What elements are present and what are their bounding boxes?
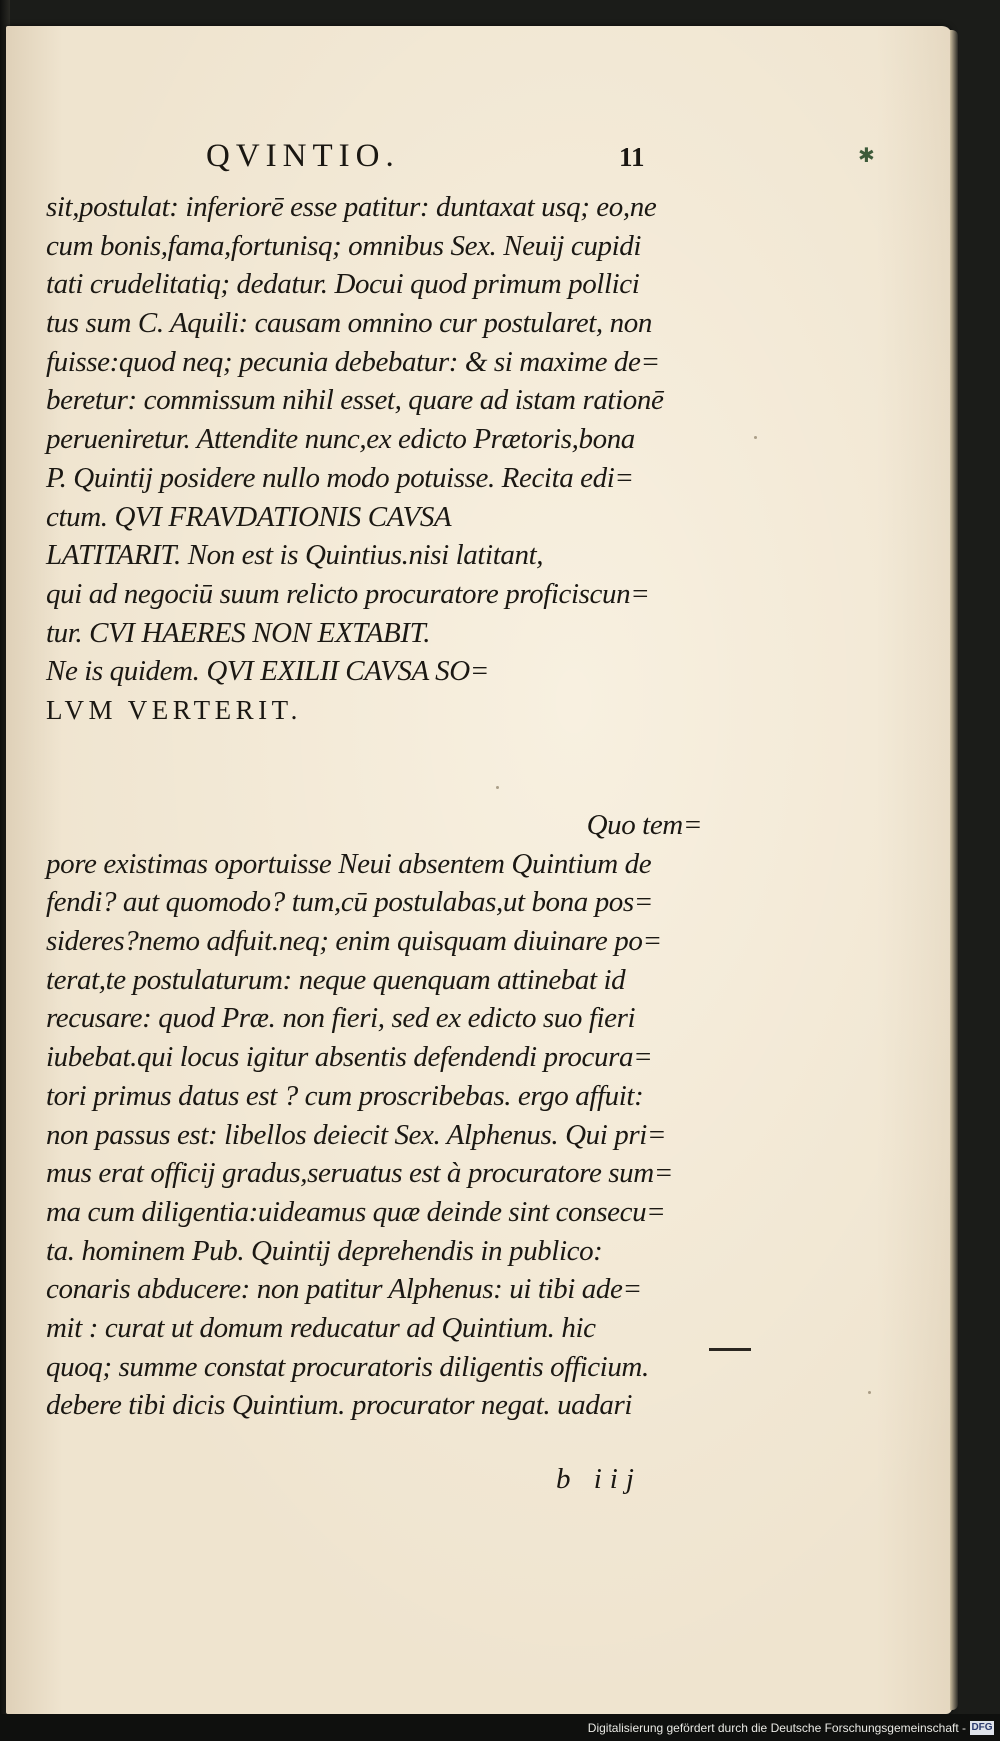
page-edge <box>950 30 958 1710</box>
paper-speck <box>868 1391 871 1394</box>
text-line: P. Quintij posidere nullo modo potuisse. Recita edi= <box>46 461 634 494</box>
text-line: sideres?nemo adfuit.neq; enim quisquam diuinare po= <box>46 925 662 958</box>
text-line: conaris abducere: non patitur Alphenus: ui tibi ade= <box>46 1273 642 1306</box>
paper-speck <box>754 436 757 439</box>
text-line: perueniretur. Attendite nunc,ex edicto Prætoris,bona <box>46 423 635 456</box>
text-line: fendi? aut quomodo? tum,cū postulabas,ut bona pos= <box>46 886 653 919</box>
text-line: sit,postulat: inferiorē esse patitur: duntaxat usq; eo,ne <box>46 191 657 223</box>
dfg-logo: DFG <box>971 1722 993 1733</box>
paper-speck <box>496 786 499 789</box>
text-line: terat,te postulaturum: neque quenquam attinebat id <box>46 963 626 996</box>
text-line: tur. CVI HAERES NON EXTABIT. <box>46 616 431 649</box>
text-line: beretur: commissum nihil esset, quare ad istam rationē <box>46 384 664 417</box>
ink-mark-icon: ✱ <box>858 143 875 167</box>
footer-bar <box>0 1714 1000 1741</box>
running-head: QVINTIO. <box>206 138 400 174</box>
text-line: Quo tem= <box>586 809 702 841</box>
text-line: mus erat officij gradus,seruatus est à procuratore sum= <box>46 1157 673 1190</box>
signature-mark: b iij <box>556 1463 642 1495</box>
text-line: LVM VERTERIT. <box>46 694 302 725</box>
margin-dash <box>709 1348 751 1351</box>
text-line: tati crudelitatiq; dedatur. Docui quod primum pollici <box>46 268 640 301</box>
text-line: ma cum diligentia:uideamus quæ deinde sint consecu= <box>46 1195 666 1228</box>
text-line: tori primus datus est ? cum proscribebas. ergo affuit: <box>46 1079 644 1112</box>
text-line: Ne is quidem. QVI EXILII CAVSA SO= <box>46 655 489 688</box>
text-line: tus sum C. Aquili: causam omnino cur postularet, non <box>46 307 652 340</box>
text-line: quoq; summe constat procuratoris diligentis officium. <box>46 1350 649 1383</box>
text-line: qui ad negociū suum relicto procuratore proficiscun= <box>46 577 650 610</box>
text-line: fuisse:quod neq; pecunia debebatur: & si maxime de= <box>46 345 660 378</box>
text-line: cum bonis,fama,fortunisq; omnibus Sex. Neuij cupidi <box>46 229 642 262</box>
text-line: iubebat.qui locus igitur absentis defendendi procura= <box>46 1041 653 1074</box>
text-line: LATITARIT. Non est is Quintius.nisi latitant, <box>46 539 544 572</box>
text-line: mit : curat ut domum reducatur ad Quintium. hic <box>46 1311 596 1344</box>
paragraph-1 <box>46 188 706 730</box>
paragraph-2 <box>46 806 706 1425</box>
book-page <box>6 26 952 1714</box>
text-line: debere tibi dicis Quintium. procurator negat. uadari <box>46 1389 633 1422</box>
footer-credit: Digitalisierung gefördert durch die Deutsche Forschungsgemeinschaft - <box>587 1721 966 1735</box>
folio-number: 11 <box>619 142 645 172</box>
text-line: pore existimas oportuisse Neui absentem Quintium de <box>46 847 652 880</box>
text-line: recusare: quod Præ. non fieri, sed ex edicto suo fieri <box>46 1002 636 1035</box>
text-line: ctum. QVI FRAVDATIONIS CAVSA <box>46 500 452 533</box>
text-line: ta. hominem Pub. Quintij deprehendis in publico: <box>46 1234 603 1267</box>
text-line: non passus est: libellos deiecit Sex. Alphenus. Qui pri= <box>46 1118 667 1151</box>
